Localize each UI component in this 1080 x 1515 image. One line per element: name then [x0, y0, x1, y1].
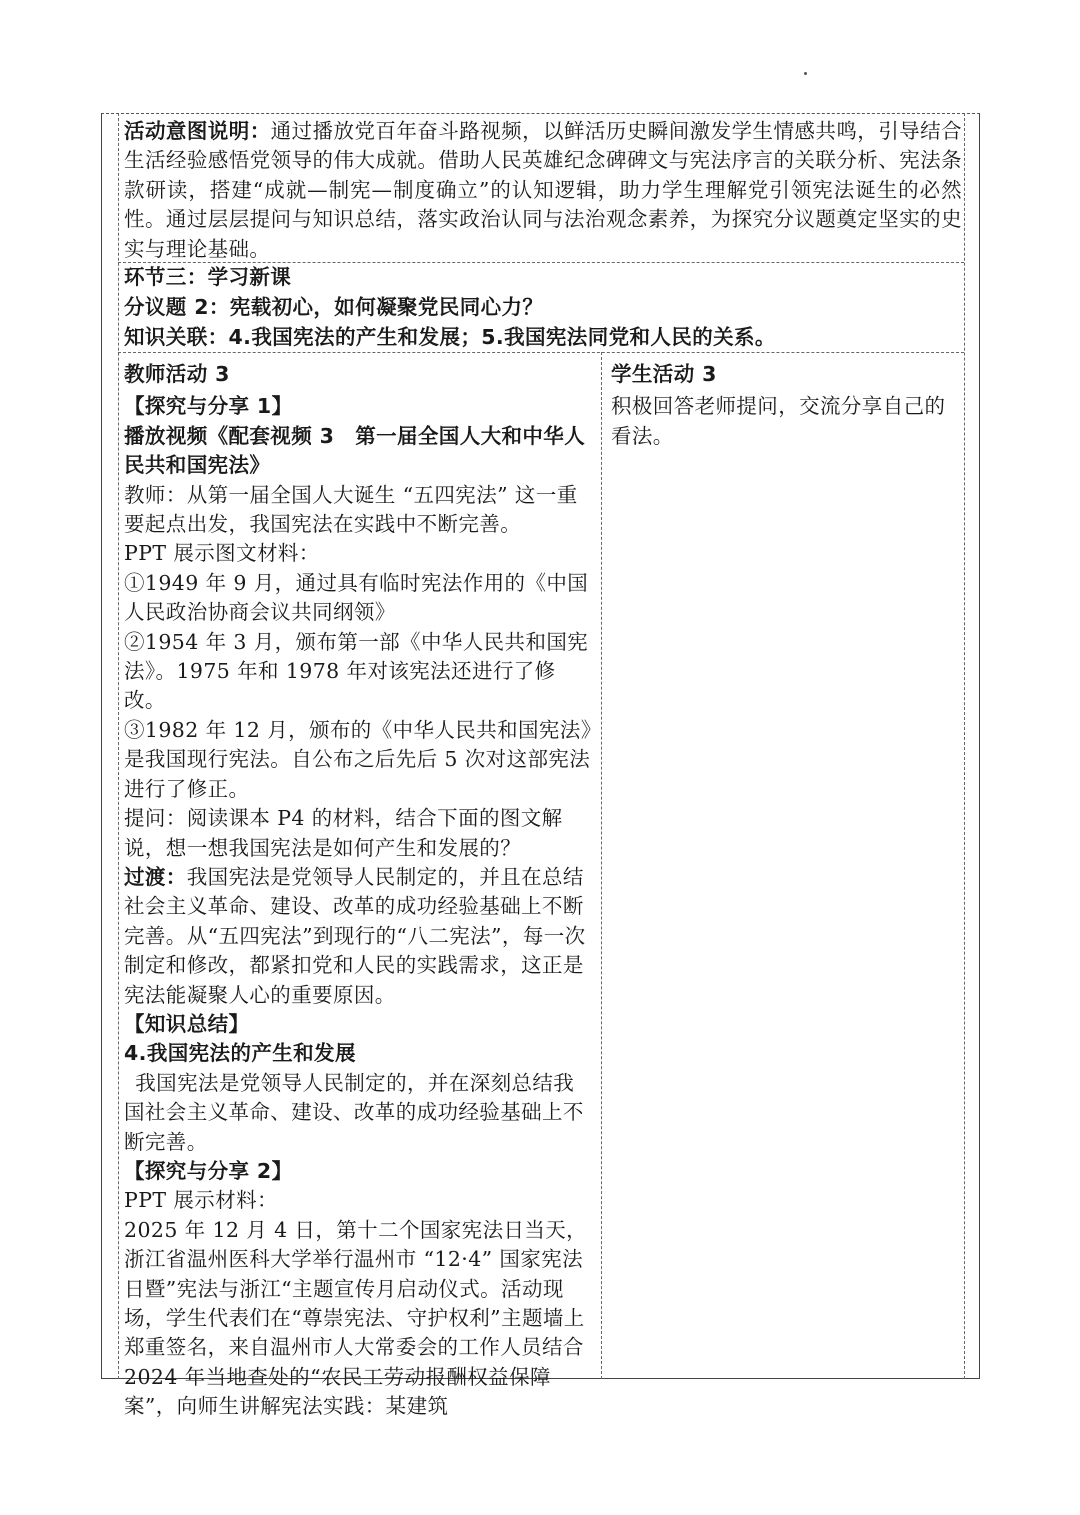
teacher-line-text: 4.我国宪法的产生和发展 [124, 1041, 356, 1066]
teacher-line-text: 提问：阅读课本 P4 的材料，结合下面的图文解说，想一想我国宪法是如何产生和发展的？ [124, 806, 563, 860]
column-divider [601, 352, 602, 1379]
knowledge-link: 知识关联：4.我国宪法的产生和发展；5.我国宪法同党和人民的关系。 [124, 325, 776, 349]
teacher-line [124, 1216, 594, 1422]
teacher-line [124, 1157, 594, 1186]
section-header [124, 262, 962, 352]
teacher-line [124, 422, 594, 481]
teacher-line-text: 我国宪法是党领导人民制定的，并且在总结社会主义革命、建设、改革的成功经验基础上不断完善。从“五四宪法”到现行的“八二宪法”，每一次制定和修改，都紧扣党和人民的实践需求，这正是宪法能凝聚人心的重要原因。 [124, 864, 586, 1007]
teacher-line-text: 【知识总结】 [124, 1011, 250, 1036]
teacher-line [124, 628, 594, 716]
teacher-line [124, 804, 594, 863]
teacher-line-text: PPT 展示材料： [124, 1188, 278, 1213]
teacher-line-text: 【探究与分享 1】 [124, 394, 293, 419]
teacher-line [124, 481, 594, 540]
intent-label: 活动意图说明： [124, 119, 271, 143]
teacher-line [124, 716, 594, 804]
intent-text: 通过播放党百年奋斗路视频，以鲜活历史瞬间激发学生情感共鸣，引导结合生活经验感悟党领导的伟大成就。借助人民英雄纪念碑碑文与宪法序言的关联分析、宪法条款研读，搭建“成就—制宪—制度确立”的认知逻辑，助力学生理解党引领宪法诞生的必然性。通过层层提问与知识总结，落实政治认同与法治观念素养，为探究分议题奠定坚实的史实与理论基础。 [124, 119, 962, 261]
teacher-activity-cell [124, 360, 594, 1422]
student-heading: 学生活动 3 [611, 362, 717, 386]
teacher-line-text: PPT 展示图文材料： [124, 541, 320, 566]
transition-label: 过渡： [124, 864, 187, 889]
teacher-line-text: 【探究与分享 2】 [124, 1158, 293, 1183]
teacher-line [124, 392, 594, 421]
teacher-line-text: 教师：从第一届全国人大诞生 “五四宪法” 这一重要起点出发，我国宪法在实践中不断完善。 [124, 482, 578, 537]
teacher-heading: 教师活动 3 [124, 362, 230, 386]
teacher-line-text: ②1954 年 3 月，颁布第一部《中华人民共和国宪法》。1975 年和 1978 年对该宪法还进行了修改。 [124, 629, 589, 713]
teacher-line-text: 我国宪法是党领导人民制定的，并在深刻总结我国社会主义革命、建设、改革的成功经验基础上不断完善。 [124, 1070, 584, 1154]
table-inner-right-line [964, 113, 965, 1379]
teacher-line-text: 2025 年 12 月 4 日，第十二个国家宪法日当天，浙江省温州医科大学举行温州市 “12·4” 国家宪法日暨”宪法与浙江“主题宣传月启动仪式。活动现场，学生代表们在“尊崇宪法、守护权利”主题墙上郑重签名，来自温州市人大常委会的工作人员结合 2024 年当地查处的“农民工劳动报酬权益保障案”，向师生讲解宪法实践：某建筑 [124, 1217, 588, 1419]
section-title: 环节三：学习新课 [124, 265, 292, 289]
teacher-line [124, 569, 594, 628]
teacher-line-text: ①1949 年 9 月，通过具有临时宪法作用的《中国人民政治协商会议共同纲领》 [124, 570, 589, 625]
teacher-line [124, 1010, 594, 1039]
teacher-line-text: 播放视频《配套视频 3 第一届全国人大和中华人民共和国宪法》 [124, 423, 586, 478]
activity-intent [124, 117, 962, 264]
row-divider-2 [118, 352, 964, 353]
teacher-line [124, 1069, 594, 1157]
teacher-line [124, 1039, 594, 1068]
teacher-line-text: ③1982 年 12 月，颁布的《中华人民共和国宪法》是我国现行宪法。自公布之后先后 5 次对这部宪法进行了修正。 [124, 717, 592, 801]
student-activity-cell [611, 360, 959, 451]
table-inner-left-line [118, 113, 119, 1379]
teacher-line [124, 539, 594, 568]
page-dot [804, 72, 807, 75]
teacher-line [124, 1186, 594, 1215]
teacher-content [124, 392, 594, 1421]
student-text: 积极回答老师提问，交流分享自己的看法。 [611, 394, 946, 448]
subtopic-title: 分议题 2：宪载初心，如何凝聚党民同心力？ [124, 295, 544, 319]
teacher-line [124, 863, 594, 1010]
